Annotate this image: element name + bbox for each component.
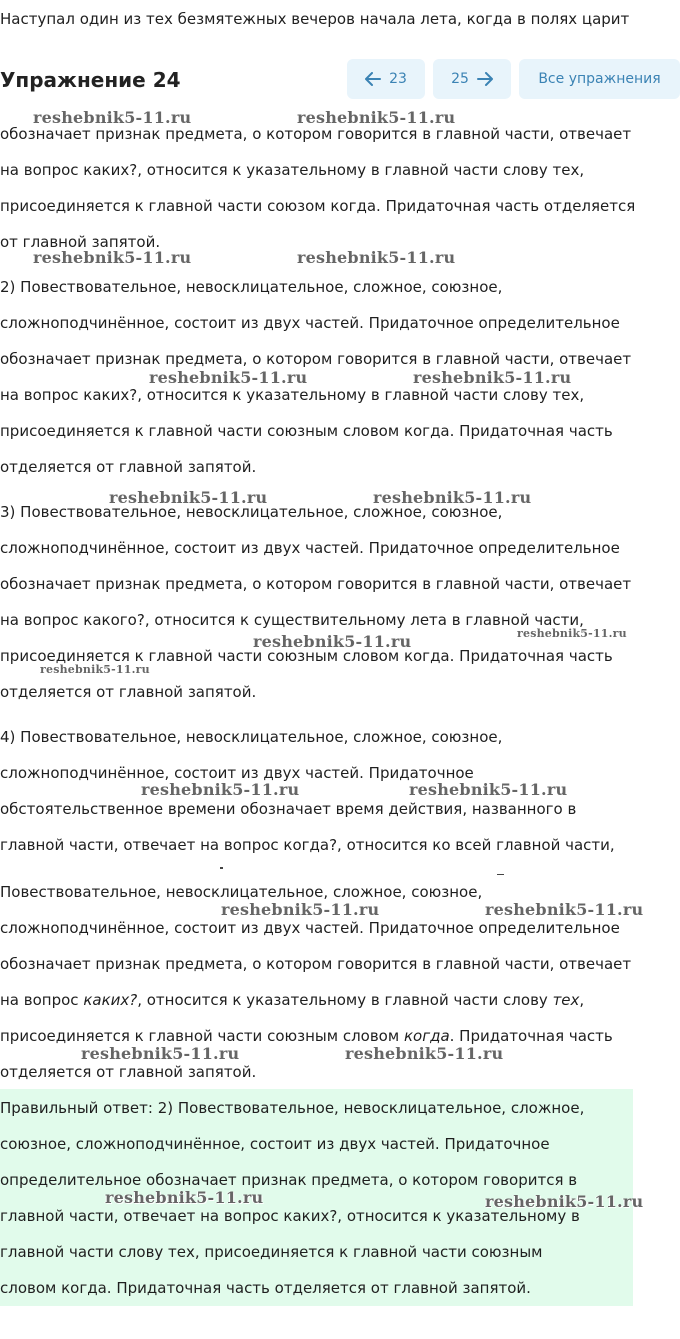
watermark: reshebnik5-11.ru	[485, 900, 644, 919]
watermark: reshebnik5-11.ru	[33, 108, 192, 127]
option2-line: на вопрос каких?, относится к указательному в главной части слову тех,	[0, 386, 585, 404]
watermark: reshebnik5-11.ru	[297, 248, 456, 267]
watermark: reshebnik5-11.ru	[485, 1192, 644, 1211]
option4-line: обстоятельственное времени обозначает время действия, названного в	[0, 800, 577, 818]
intro-text: Наступал один из тех безмятежных вечеров начала лета, когда в полях царит	[0, 10, 630, 28]
prev-exercise-button[interactable]	[347, 59, 425, 99]
watermark: reshebnik5-11.ru	[297, 108, 456, 127]
explanation-line: обозначает признак предмета, о котором говорится в главной части, отвечает	[0, 955, 632, 973]
all-exercises-button[interactable]: Все упражнения	[519, 59, 680, 99]
explanation-text: ,	[579, 991, 585, 1009]
option4-line: 4) Повествовательное, невосклицательное, сложное, союзное,	[0, 728, 503, 746]
watermark: reshebnik5-11.ru	[109, 488, 268, 507]
page-title: Упражнение 24	[0, 68, 181, 92]
option3-line: обозначает признак предмета, о котором говорится в главной части, отвечает	[0, 575, 632, 593]
option1-line: присоединяется к главной части союзом когда. Придаточная часть отделяется	[0, 197, 636, 215]
clipped-text-fragment	[497, 874, 504, 875]
watermark: reshebnik5-11.ru	[413, 368, 572, 387]
next-exercise-button[interactable]	[433, 59, 511, 99]
option2-line: отделяется от главной запятой.	[0, 458, 257, 476]
clipped-text-fragment	[220, 867, 223, 869]
answer-line: словом когда. Придаточная часть отделяется от главной запятой.	[0, 1279, 531, 1297]
answer-line: Правильный ответ: 2) Повествовательное, невосклицательное, сложное,	[0, 1099, 585, 1117]
answer-line: главной части, отвечает на вопрос каких?, относится к указательному в	[0, 1207, 580, 1225]
option2-line: обозначает признак предмета, о котором говорится в главной части, отвечает	[0, 350, 632, 368]
watermark: reshebnik5-11.ru	[81, 1044, 240, 1063]
arrow-left-icon	[365, 72, 381, 86]
watermark: reshebnik5-11.ru	[40, 663, 150, 676]
option1-line: на вопрос каких?, относится к указательному в главной части слову тех,	[0, 161, 585, 179]
watermark: reshebnik5-11.ru	[33, 248, 192, 267]
watermark: reshebnik5-11.ru	[345, 1044, 504, 1063]
watermark: reshebnik5-11.ru	[253, 632, 412, 651]
watermark: reshebnik5-11.ru	[149, 368, 308, 387]
explanation-text: присоединяется к главной части союзным словом	[0, 1027, 404, 1045]
explanation-line	[0, 1026, 613, 1046]
option3-line: 3) Повествовательное, невосклицательное, сложное, союзное,	[0, 503, 503, 521]
answer-line: союзное, сложноподчинённое, состоит из двух частей. Придаточное	[0, 1135, 550, 1153]
answer-line: определительное обозначает признак предмета, о котором говорится в	[0, 1171, 578, 1189]
watermark: reshebnik5-11.ru	[221, 900, 380, 919]
option3-line: присоединяется к главной части союзным словом когда. Придаточная часть	[0, 647, 613, 665]
option2-line: присоединяется к главной части союзным словом когда. Придаточная часть	[0, 422, 613, 440]
option1-line: обозначает признак предмета, о котором говорится в главной части, отвечает	[0, 125, 632, 143]
explanation-emphasis: когда	[403, 1027, 450, 1045]
explanation-text: . Придаточная часть	[449, 1027, 613, 1045]
watermark: reshebnik5-11.ru	[373, 488, 532, 507]
watermark: reshebnik5-11.ru	[105, 1188, 264, 1207]
explanation-line	[0, 990, 584, 1010]
option2-line: сложноподчинённое, состоит из двух частей. Придаточное определительное	[0, 314, 620, 332]
option1-line: от главной запятой.	[0, 233, 161, 251]
option3-line: на вопрос какого?, относится к существительному лета в главной части,	[0, 611, 584, 629]
explanation-line: отделяется от главной запятой.	[0, 1063, 257, 1081]
option3-line: сложноподчинённое, состоит из двух частей. Придаточное определительное	[0, 539, 620, 557]
next-exercise-label: 25	[451, 71, 469, 87]
explanation-emphasis: тех	[552, 991, 580, 1009]
explanation-line: сложноподчинённое, состоит из двух частей. Придаточное определительное	[0, 919, 620, 937]
option2-line: 2) Повествовательное, невосклицательное, сложное, союзное,	[0, 278, 503, 296]
option3-line: отделяется от главной запятой.	[0, 683, 257, 701]
answer-line: главной части слову тех, присоединяется к главной части союзным	[0, 1243, 543, 1261]
explanation-text: на вопрос	[0, 991, 84, 1009]
watermark: reshebnik5-11.ru	[141, 780, 300, 799]
watermark: reshebnik5-11.ru	[409, 780, 568, 799]
option4-line: главной части, отвечает на вопрос когда?, относится ко всей главной части,	[0, 836, 615, 854]
prev-exercise-label: 23	[389, 71, 407, 87]
arrow-right-icon	[477, 72, 493, 86]
option4-line: сложноподчинённое, состоит из двух частей. Придаточное	[0, 764, 474, 782]
watermark: reshebnik5-11.ru	[517, 627, 627, 640]
explanation-emphasis: каких?	[83, 991, 138, 1009]
explanation-line: Повествовательное, невосклицательное, сложное, союзное,	[0, 883, 483, 901]
explanation-text: , относится к указательному в главной части слову	[137, 991, 553, 1009]
